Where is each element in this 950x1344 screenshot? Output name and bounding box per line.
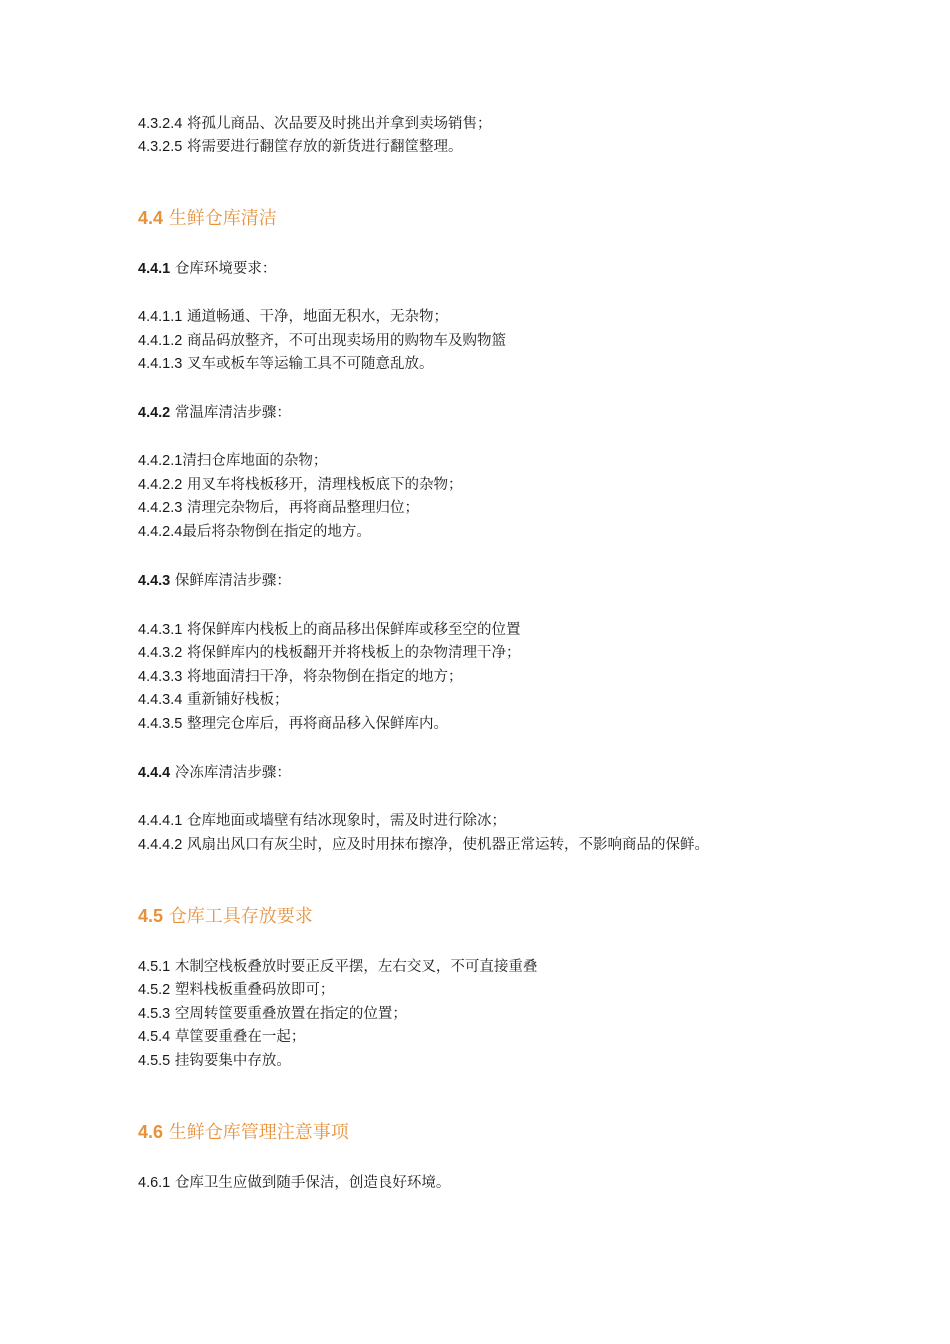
- item-4-5-2: 4.5.2 塑料栈板重叠码放即可；: [138, 982, 335, 998]
- item-4-4-3-3: 4.4.3.3 将地面清扫干净，将杂物倒在指定的地方；: [138, 669, 463, 685]
- item-4-6-1: 4.6.1 仓库卫生应做到随手保洁，创造良好环境。: [138, 1175, 451, 1191]
- item-4-5-5: 4.5.5 挂钩要集中存放。: [138, 1053, 291, 1069]
- item-4-4-2-4: 4.4.2.4最后将杂物倒在指定的地方。: [138, 524, 371, 540]
- item-4-4-3-1: 4.4.3.1 将保鲜库内栈板上的商品移出保鲜库或移至空的位置: [138, 622, 521, 638]
- item-4-4-4-1: 4.4.4.1 仓库地面或墙壁有结冰现象时，需及时进行除冰；: [138, 813, 506, 829]
- item-4-4-4-2: 4.4.4.2 风扇出风口有灰尘时，应及时用抹布擦净，使机器正常运转，不影响商品的保鲜。: [138, 837, 709, 853]
- item-4-4-1-1: 4.4.1.1 通道畅通、干净，地面无积水，无杂物；: [138, 309, 448, 325]
- item-4-5-4: 4.5.4 草筐要重叠在一起；: [138, 1029, 306, 1045]
- section-heading-4-5: 4.5 仓库工具存放要求: [138, 906, 313, 927]
- item-4-5-1: 4.5.1 木制空栈板叠放时要正反平摆，左右交叉，不可直接重叠: [138, 959, 538, 975]
- item-4-5-3: 4.5.3 空周转筐要重叠放置在指定的位置；: [138, 1006, 407, 1022]
- item-4-4-2-2: 4.4.2.2 用叉车将栈板移开，清理栈板底下的杂物；: [138, 477, 463, 493]
- item-4-3-2-4: 4.3.2.4 将孤儿商品、次品要及时挑出并拿到卖场销售；: [138, 116, 492, 132]
- subsection-4-4-1: 4.4.1 仓库环境要求：: [138, 261, 277, 277]
- item-4-4-2-1: 4.4.2.1清扫仓库地面的杂物；: [138, 453, 328, 469]
- item-4-4-3-5: 4.4.3.5 整理完仓库后，再将商品移入保鲜库内。: [138, 716, 448, 732]
- subsection-4-4-4: 4.4.4 冷冻库清洁步骤：: [138, 765, 291, 781]
- item-4-4-3-2: 4.4.3.2 将保鲜库内的栈板翻开并将栈板上的杂物清理干净；: [138, 645, 521, 661]
- item-4-4-1-2: 4.4.1.2 商品码放整齐，不可出现卖场用的购物车及购物篮: [138, 333, 506, 349]
- section-heading-4-4: 4.4 生鲜仓库清洁: [138, 208, 277, 229]
- item-4-4-1-3: 4.4.1.3 叉车或板车等运输工具不可随意乱放。: [138, 356, 434, 372]
- subsection-4-4-3: 4.4.3 保鲜库清洁步骤：: [138, 573, 291, 589]
- item-4-4-2-3: 4.4.2.3 清理完杂物后，再将商品整理归位；: [138, 500, 419, 516]
- subsection-4-4-2: 4.4.2 常温库清洁步骤：: [138, 405, 291, 421]
- item-4-4-3-4: 4.4.3.4 重新铺好栈板；: [138, 692, 289, 708]
- item-4-3-2-5: 4.3.2.5 将需要进行翻筐存放的新货进行翻筐整理。: [138, 139, 463, 155]
- section-heading-4-6: 4.6 生鲜仓库管理注意事项: [138, 1122, 349, 1143]
